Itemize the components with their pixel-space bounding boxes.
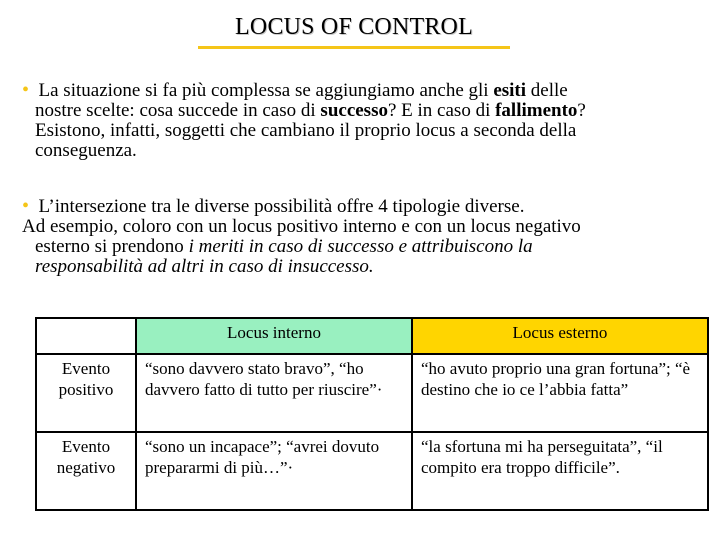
table-row-evento-negativo	[36, 432, 708, 510]
text-span: La situazione si fa più complessa se aggiungiamo anche gli	[38, 80, 494, 101]
cell-negativo-interno: “sono un incapace”; “avrei dovuto prepararmi di più…”·	[136, 432, 412, 510]
text-span: ?	[577, 100, 586, 121]
paragraph-intersezione	[22, 196, 708, 277]
paragraph-line	[22, 196, 708, 217]
paragraph-line: Ad esempio, coloro con un locus positivo interno e con un locus negativo	[22, 216, 581, 237]
table-row-evento-positivo	[36, 354, 708, 432]
label-text: Evento	[61, 437, 111, 456]
text-span: L’intersezione tra le diverse possibilità offre 4 tipologie diverse.	[38, 196, 525, 217]
keyword-esiti: esiti	[493, 80, 527, 101]
slide-title: LOCUS OF CONTROL	[235, 14, 473, 40]
row-label-evento-positivo	[36, 354, 136, 432]
title-underline	[198, 46, 510, 49]
paragraph-line: Esistono, infatti, soggetti che cambiano il proprio locus a seconda della	[35, 120, 577, 141]
label-text: negativo	[56, 458, 116, 477]
locus-table	[35, 317, 709, 511]
italic-text: responsabilità ad altri in caso di insuccesso.	[35, 256, 374, 277]
text-span: nostre scelte: cosa succede in caso di	[35, 100, 321, 121]
row-label-evento-negativo	[36, 432, 136, 510]
text-span: ? E in caso di	[387, 100, 496, 121]
italic-text: i meriti in caso di successo e attribuiscono la	[188, 236, 533, 257]
text-span: delle	[526, 80, 568, 101]
paragraph-line	[22, 80, 708, 101]
text-span: esterno si prendono	[35, 236, 189, 257]
keyword-fallimento: fallimento	[495, 100, 578, 121]
header-locus-interno: Locus interno	[136, 318, 412, 354]
table-header-row	[36, 318, 708, 354]
header-locus-esterno: Locus esterno	[412, 318, 708, 354]
bullet-icon: •	[22, 195, 30, 217]
cell-positivo-interno: “sono davvero stato bravo”, “ho davvero fatto di tutto per riuscire”·	[136, 354, 412, 432]
label-text: positivo	[58, 380, 114, 399]
paragraph-line: conseguenza.	[35, 140, 137, 161]
cell-negativo-esterno: “la sfortuna mi ha perseguitata”, “il compito era troppo difficile”.	[412, 432, 708, 510]
paragraph-line	[22, 237, 708, 257]
keyword-successo: successo	[320, 100, 388, 121]
paragraph-line	[22, 101, 708, 121]
paragraph-esiti	[22, 80, 708, 161]
header-empty-cell	[36, 318, 136, 354]
paragraph-line	[22, 257, 708, 277]
bullet-icon: •	[22, 79, 30, 101]
label-text: Evento	[61, 359, 111, 378]
cell-positivo-esterno: “ho avuto proprio una gran fortuna”; “è destino che io ce l’abbia fatta”	[412, 354, 708, 432]
